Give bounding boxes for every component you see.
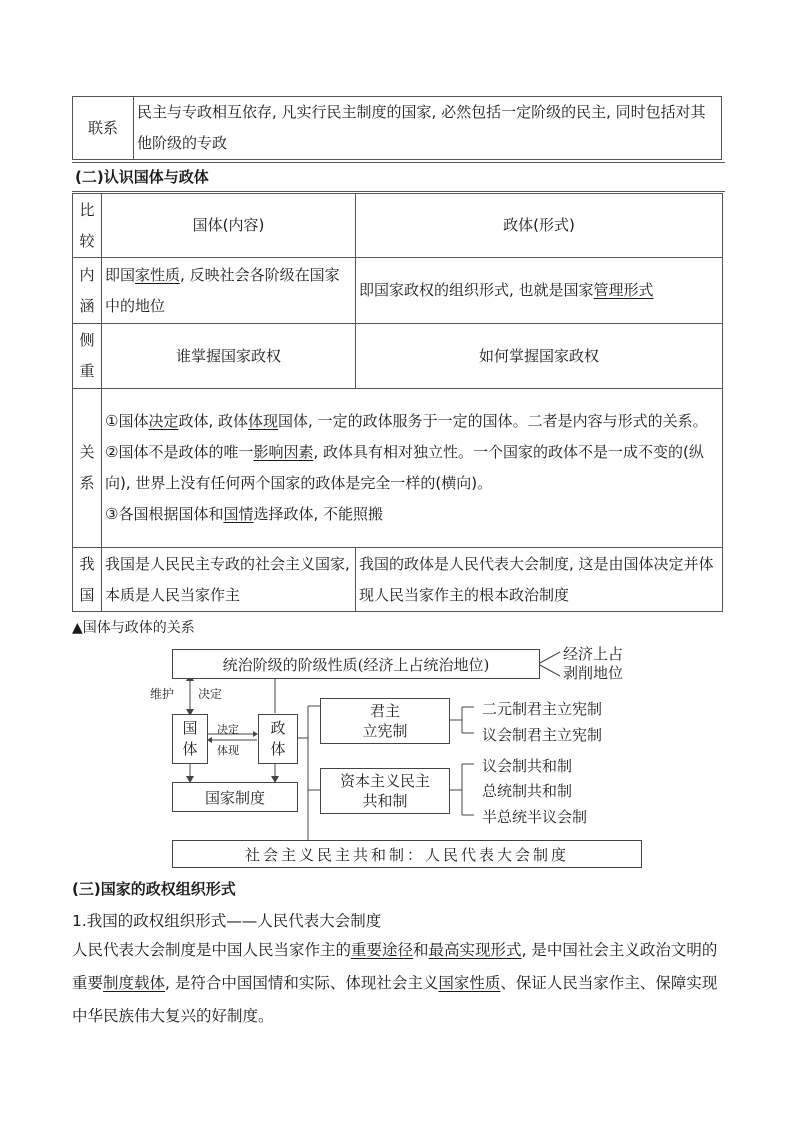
ziben-box: 资本主义民主 共和制 [320,768,450,814]
connector-line [538,652,560,664]
guanxi-line-1: ①国体决定政体, 政体体现国体, 一定的政体服务于一定的国体。二者是内容与形式的关系。 [105,412,708,430]
guojiazhidu-box: 国家制度 [172,782,298,812]
socialist-box: 社会主义民主共和制：人民代表大会制度 [172,840,642,868]
section3-paragraph: 人民代表大会制度是中国人民当家作主的重要途径和最高实现形式, 是中国社会主义政治文明的重要制度载体, 是符合中国国情和实际、体现社会主义国家性质、保证人民当家作主、保障实现中华民族伟大复兴的好制度。 [72,941,718,1025]
guoti-woguo: 我国是人民民主专政的社会主义国家, 本质是人民当家作主 [102,548,356,612]
arrow-jueding-label: 决定 [217,723,239,736]
weihu-label: 维护 [150,687,175,701]
zhengti-neihan: 即国家政权的组织形式, 也就是国家管理形式 [356,258,723,324]
row-label: 关 系 [73,389,102,548]
row-label: 比 较 [73,194,102,258]
lianxi-text: 民主与专政相互依存, 凡实行民主制度的国家, 必然包括一定阶级的民主, 同时包括对其他阶级的专政 [134,97,722,160]
junzhu-item: 议会制君主立宪制 [482,726,603,744]
guanxi-line-3: ③各国根据国体和国情选择政体, 不能照搬 [105,505,384,523]
lianxi-label: 联系 [73,97,134,160]
section3-heading: (三)国家的政权组织形式 [72,880,236,898]
jueding-label: 决定 [198,687,223,701]
zhengti-cezhong: 如何掌握国家政权 [356,324,723,389]
section2-heading: (二)认识国体与政体 [72,162,725,192]
junzhu-item: 二元制君主立宪制 [482,700,603,718]
zhengti-woguo: 我国的政体是人民代表大会制度, 这是由国体决定并体现人民当家作主的根本政治制度 [356,548,723,612]
guoti-header: 国体(内容) [102,194,356,258]
junzhu-box: 君主 立宪制 [320,698,450,744]
section3-subheading: 1.我国的政权组织形式——人民代表大会制度 [72,912,382,930]
zhengti-box: 政 体 [258,714,298,764]
class-nature-box: 统治阶级的阶级性质(经济上占统治地位) [172,649,540,679]
row-label: 内 涵 [73,258,102,324]
ziben-item: 总统制共和制 [482,782,573,800]
guoti-neihan: 即国家性质, 反映社会各阶级在国家中的地位 [102,258,356,324]
row-label: 我 国 [73,548,102,612]
zhengti-header: 政体(形式) [356,194,723,258]
guoti-box: 国 体 [172,714,208,764]
ziben-item: 议会制共和制 [482,757,573,775]
guoti-cezhong: 谁掌握国家政权 [102,324,356,389]
row-label: 侧 重 [73,324,102,389]
connector-line [538,664,560,676]
diagram-caption: ▲国体与政体的关系 [72,620,195,636]
exploit-label: 经济上占 剥削地位 [563,645,624,682]
guanxi-line-2: ②国体不是政体的唯一影响因素, 政体具有相对独立性。一个国家的政体不是一成不变的(纵向), 世界上没有任何两个国家的政体是完全一样的(横向)。 [105,443,704,492]
arrow-tixian-label: 体现 [217,744,239,757]
ziben-item: 半总统半议会制 [482,808,588,826]
